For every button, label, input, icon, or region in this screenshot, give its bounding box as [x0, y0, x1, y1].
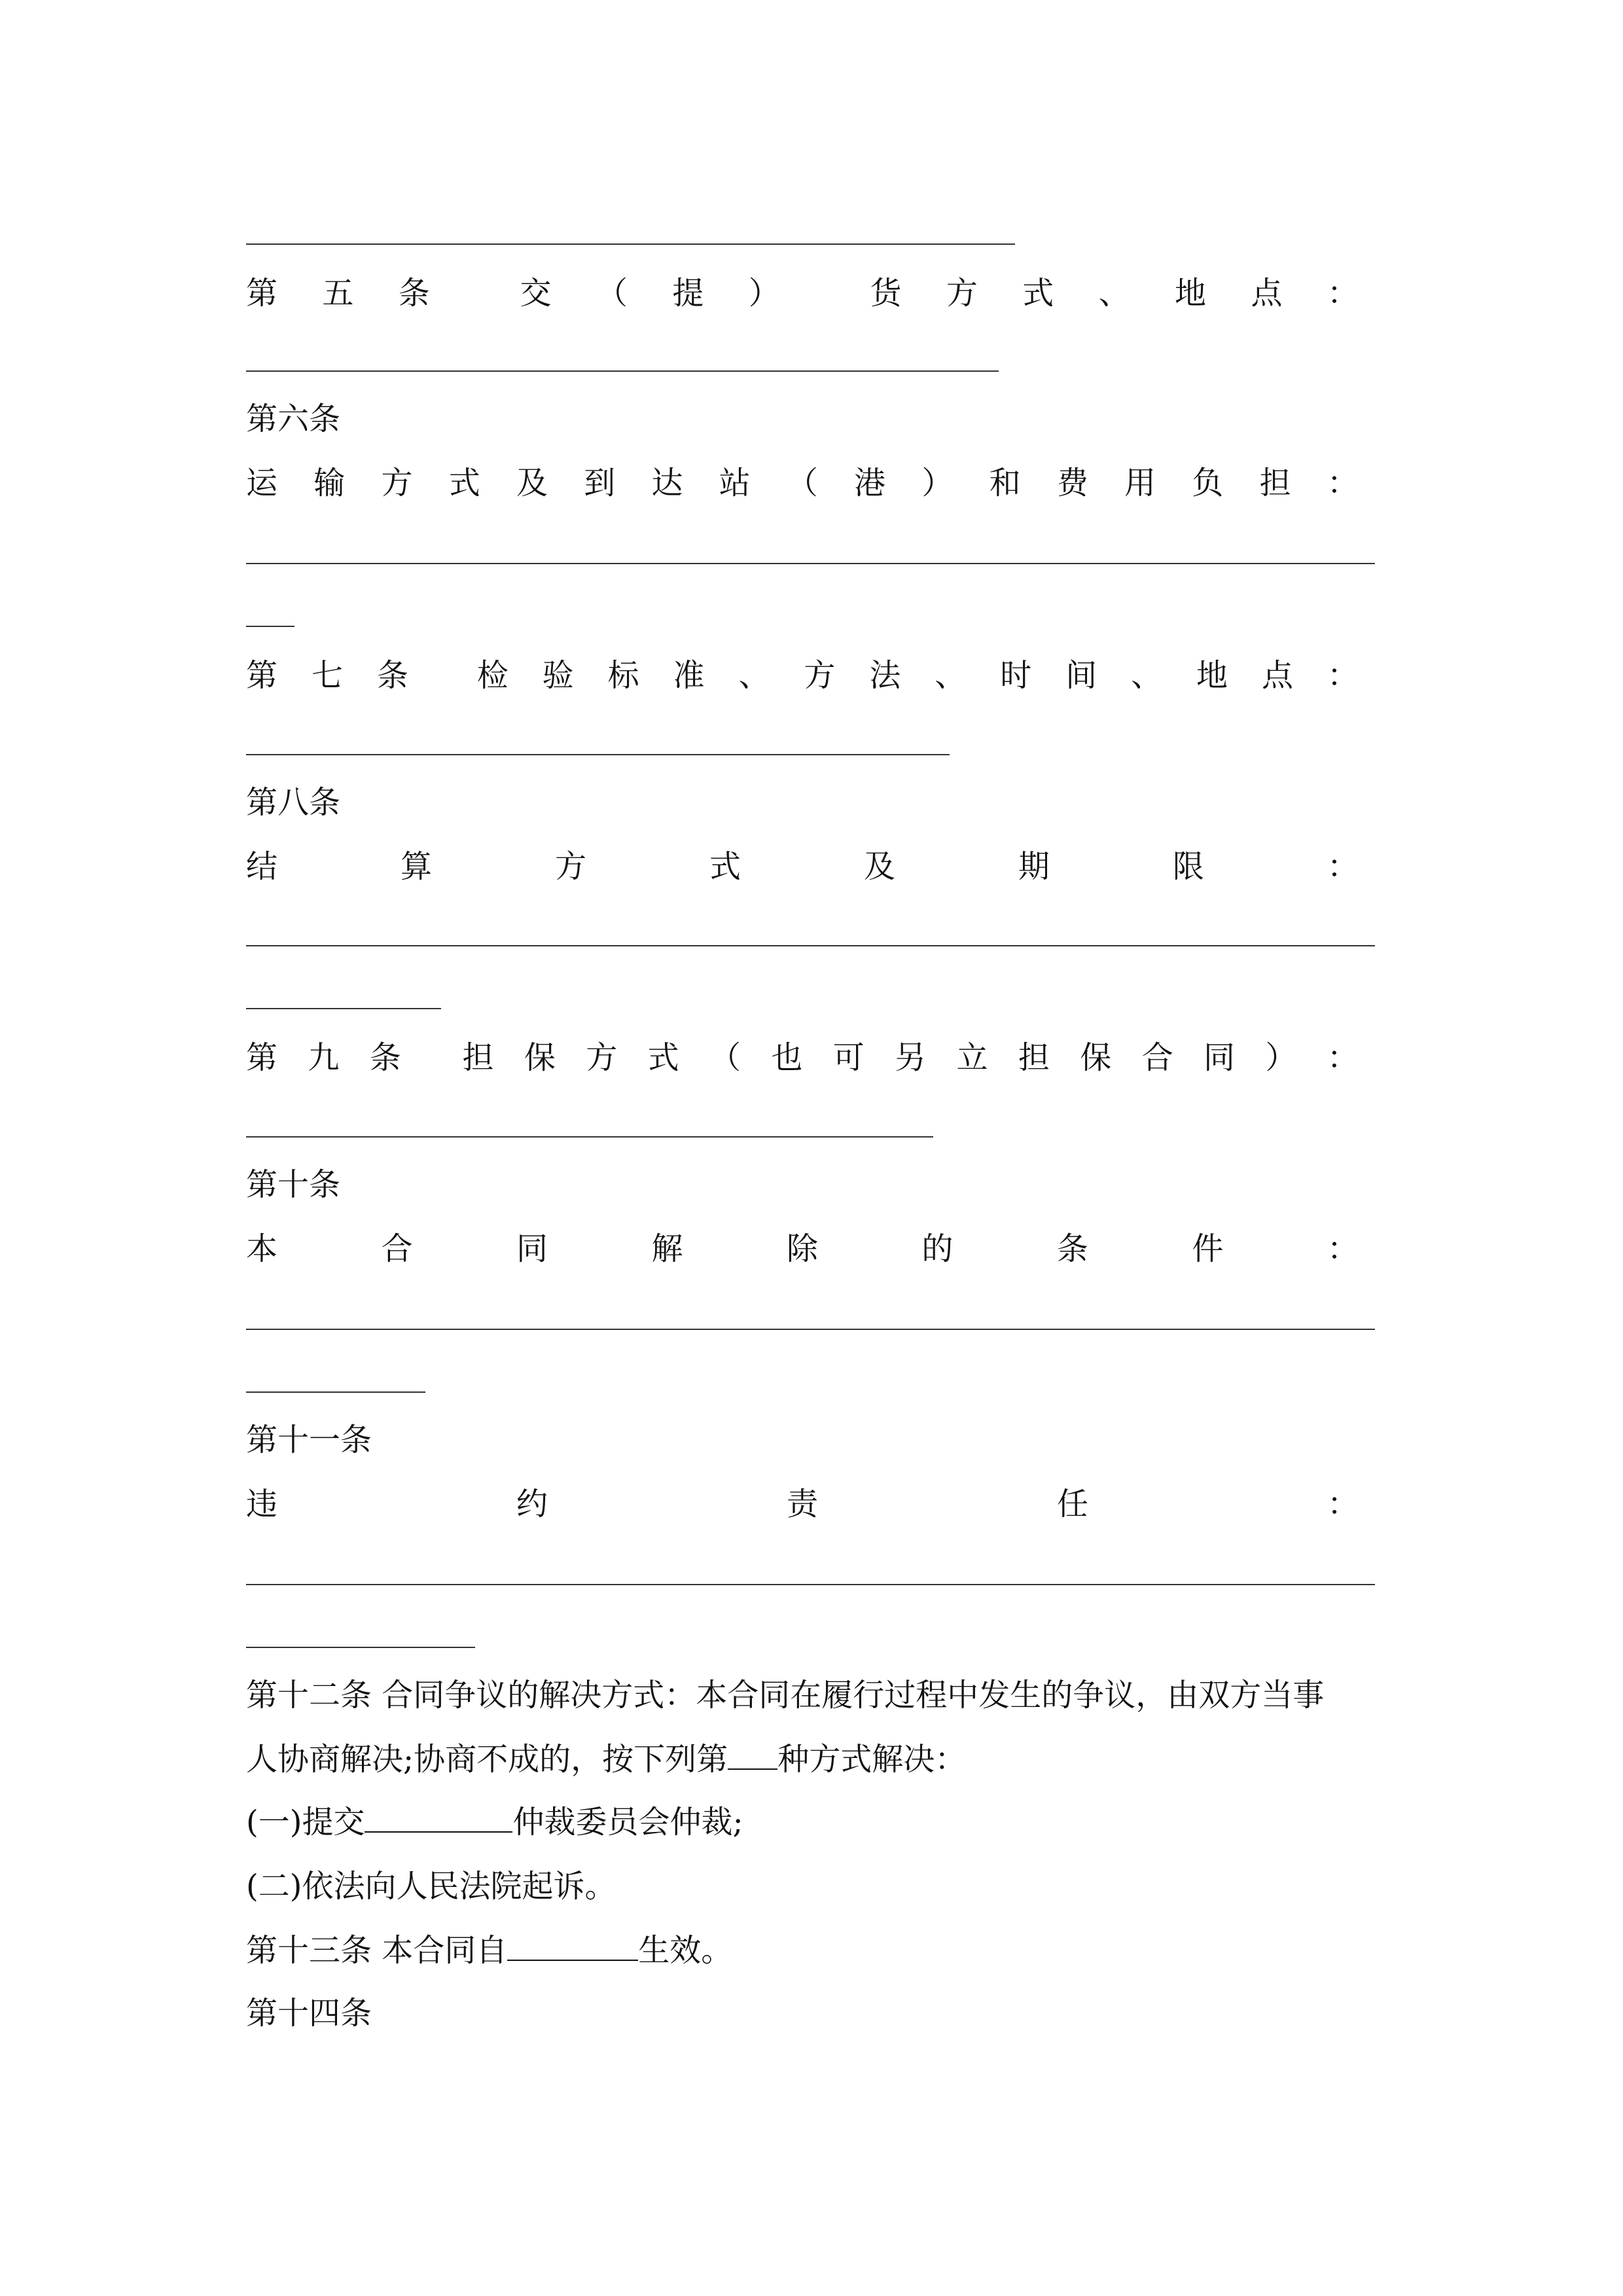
option-1-text: (一)提交 — [246, 1804, 365, 1840]
article-char: 提 — [672, 275, 704, 312]
article-char: 担 — [1259, 465, 1291, 501]
fill-line — [246, 945, 1375, 946]
article-char: 第 — [246, 275, 278, 312]
article-char: 九 — [308, 1039, 340, 1076]
article-11 — [246, 1484, 1359, 1524]
article-char: 站 — [719, 465, 751, 501]
article-9 — [246, 1038, 1359, 1077]
fill-line — [246, 626, 294, 627]
article-char: 条 — [369, 1039, 401, 1076]
article-char: 输 — [313, 465, 346, 501]
article-char: （ — [709, 1039, 741, 1076]
article-char: 验 — [542, 657, 574, 694]
article-char: ： — [1327, 465, 1359, 501]
article-char: 本 — [246, 1230, 278, 1267]
article-char: ： — [1327, 275, 1359, 312]
fill-line — [246, 1329, 1375, 1330]
article-char — [431, 1038, 432, 1077]
article-char: 立 — [956, 1039, 988, 1076]
article-char: 件 — [1192, 1230, 1224, 1267]
article-12-text: 人协商解决;协商不成的，按下列第 — [246, 1741, 728, 1778]
article-char: 条 — [376, 657, 408, 694]
article-8 — [246, 847, 1359, 886]
article-char: 七 — [311, 657, 343, 694]
article-char: 点 — [1251, 275, 1283, 312]
article-char: 第 — [246, 657, 278, 694]
article-char: 到 — [584, 465, 616, 501]
article-char: 方 — [804, 657, 836, 694]
article-char: ） — [1265, 1039, 1297, 1076]
article-char: 可 — [832, 1039, 865, 1076]
article-char: ） — [921, 465, 954, 501]
article-char: 也 — [771, 1039, 803, 1076]
fill-line — [246, 1647, 475, 1648]
article-char: 用 — [1124, 465, 1156, 501]
article-char: 解 — [651, 1230, 683, 1267]
article-char: 违 — [246, 1486, 278, 1522]
article-char: 的 — [921, 1230, 954, 1267]
article-7 — [246, 656, 1359, 695]
article-char: 方 — [554, 848, 586, 885]
fill-line — [246, 370, 999, 372]
article-char: 准 — [673, 657, 705, 694]
article-char: 、 — [1131, 657, 1163, 694]
fill-line — [246, 563, 1375, 564]
article-char: 第 — [246, 1039, 278, 1076]
article-char: 标 — [607, 657, 639, 694]
article-char: 、 — [738, 657, 770, 694]
fill-line — [246, 754, 950, 755]
article-5 — [246, 274, 1359, 313]
article-char: 地 — [1196, 657, 1228, 694]
article-14-heading: 第十四条 — [246, 1995, 372, 2032]
article-char: ： — [1327, 657, 1359, 694]
article-10-heading: 第十条 — [246, 1166, 341, 1203]
article-char: 五 — [322, 275, 354, 312]
article-char: 保 — [524, 1039, 556, 1076]
fill-line — [246, 1584, 1375, 1585]
fill-line — [246, 1391, 425, 1393]
article-char: 点 — [1261, 657, 1293, 694]
article-char: 、 — [935, 657, 967, 694]
article-char: 港 — [854, 465, 886, 501]
article-8-heading: 第八条 — [246, 784, 341, 821]
arbitration-committee-blank — [365, 1803, 512, 1833]
article-char: 时 — [1000, 657, 1032, 694]
article-11-heading: 第十一条 — [246, 1422, 372, 1458]
article-char: 保 — [1080, 1039, 1112, 1076]
option-1 — [246, 1803, 743, 1842]
article-char: 方 — [381, 465, 413, 501]
article-char — [474, 274, 475, 313]
article-char: 结 — [246, 848, 278, 885]
article-char: 费 — [1056, 465, 1088, 501]
article-char: 方 — [946, 275, 978, 312]
article-char: 任 — [1056, 1486, 1088, 1522]
article-char: 检 — [476, 657, 508, 694]
article-char: 及 — [863, 848, 895, 885]
article-char: 法 — [869, 657, 901, 694]
article-char: 方 — [586, 1039, 618, 1076]
article-char: 式 — [709, 848, 741, 885]
article-char: 和 — [989, 465, 1021, 501]
article-char: 限 — [1172, 848, 1204, 885]
article-char: 合 — [381, 1230, 413, 1267]
fill-line — [246, 1008, 441, 1009]
article-char: （ — [786, 465, 818, 501]
article-char: 式 — [1022, 275, 1054, 312]
article-10 — [246, 1229, 1359, 1268]
fill-line — [246, 243, 1015, 245]
article-13-text: 第十三条 本合同自 — [246, 1932, 508, 1969]
article-char: 期 — [1018, 848, 1050, 885]
article-char: 同 — [1203, 1039, 1235, 1076]
article-char: 达 — [651, 465, 683, 501]
article-char: 负 — [1192, 465, 1224, 501]
article-char: 条 — [1056, 1230, 1088, 1267]
article-char: 式 — [448, 465, 480, 501]
article-char: ： — [1327, 1230, 1359, 1267]
article-char: 另 — [895, 1039, 927, 1076]
article-char: 运 — [246, 465, 278, 501]
article-char: ： — [1327, 1039, 1359, 1076]
article-13 — [246, 1931, 732, 1970]
article-13-text: 生效。 — [638, 1932, 733, 1969]
article-char: 除 — [786, 1230, 818, 1267]
article-char: 货 — [870, 275, 902, 312]
article-char: ： — [1327, 1486, 1359, 1522]
option-number-blank — [728, 1740, 777, 1770]
article-char: 担 — [1018, 1039, 1050, 1076]
article-char: 交 — [520, 275, 552, 312]
effective-date-blank — [507, 1931, 638, 1961]
article-char: 、 — [1098, 275, 1130, 312]
article-char: 式 — [647, 1039, 679, 1076]
article-12-text: 种方式解决： — [777, 1741, 967, 1778]
option-2: (二)依法向人民法院起诉。 — [246, 1868, 616, 1905]
article-char: 条 — [398, 275, 430, 312]
article-char: 同 — [516, 1230, 548, 1267]
article-char: 担 — [462, 1039, 494, 1076]
article-char: 合 — [1141, 1039, 1173, 1076]
option-1-text: 仲裁委员会仲裁; — [512, 1804, 743, 1840]
article-6 — [246, 463, 1359, 503]
article-char: ） — [748, 275, 780, 312]
article-char — [442, 656, 443, 695]
article-char: 责 — [786, 1486, 818, 1522]
article-6-heading: 第六条 — [246, 401, 341, 437]
article-char: 约 — [516, 1486, 548, 1522]
fill-line — [246, 1136, 933, 1138]
article-char: 及 — [516, 465, 548, 501]
article-12-line-2 — [246, 1740, 966, 1779]
article-char: ： — [1327, 848, 1359, 885]
article-char: （ — [596, 275, 628, 312]
article-char: 地 — [1175, 275, 1207, 312]
article-12-line-1: 第十二条 合同争议的解决方式：本合同在履行过程中发生的争议，由双方当事 — [246, 1677, 1325, 1713]
article-char: 间 — [1065, 657, 1097, 694]
article-char: 算 — [400, 848, 432, 885]
